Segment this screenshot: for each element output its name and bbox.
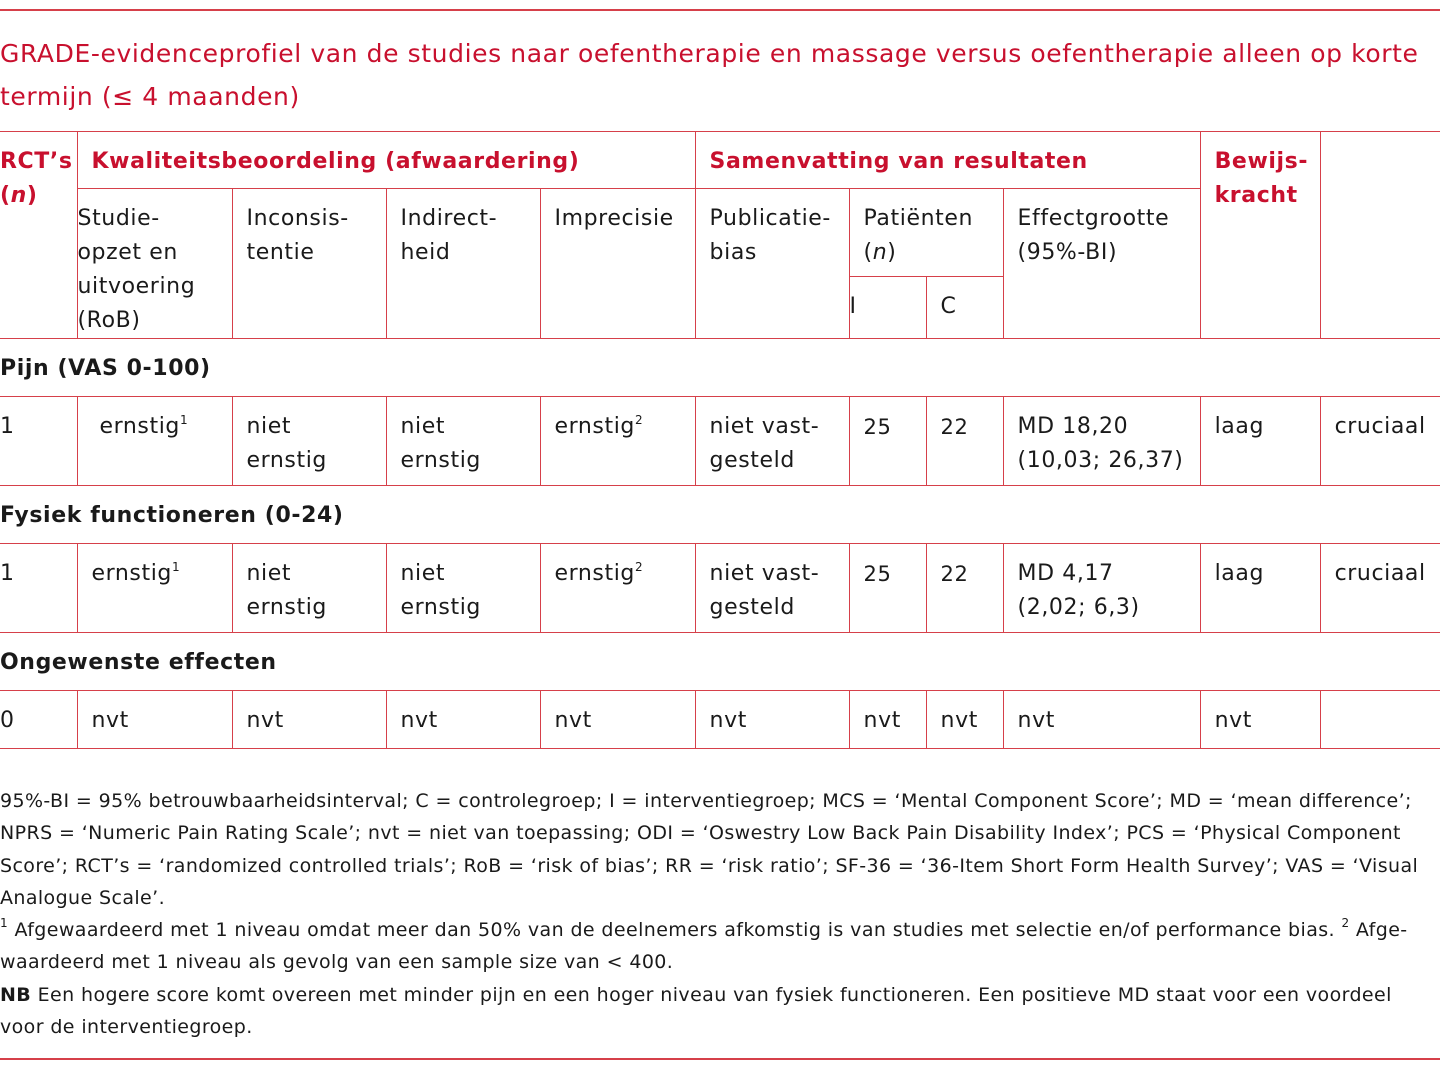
cell-effect: MD 4,17 (2,02; 6,3): [1003, 544, 1200, 633]
header-design: Studie-opzet en uitvoering (RoB): [77, 189, 232, 339]
cell-design: ernstig$^1$: [77, 544, 232, 633]
header-indirectness: Indirect-heid: [386, 189, 540, 339]
cell-rcts: 1: [0, 544, 77, 633]
cell-design: nvt: [77, 691, 232, 749]
footnote-1-2: $^1$ Afgewaardeerd met 1 niveau omdat meer dan 50% van de deelnemers afkomstig is van studies met selectie en/of performance bias. $^2$ Afgewaardeerd met 1 niveau als gevolg van een sample size van < 400.: [0, 916, 1408, 974]
table-footnotes: [0, 785, 1430, 1043]
section-title: Ongewenste effecten: [0, 633, 1440, 691]
cell-pubbias: niet vast-gesteld: [695, 397, 849, 486]
header-effect: Effectgrootte (95%-BI): [1003, 189, 1200, 339]
cell-control-n: 22: [926, 397, 1003, 486]
section-row-adverse: [0, 633, 1440, 691]
table-title: GRADE-evidenceprofiel van de studies naar oefentherapie en massage versus oefentherapie alleen op korte termijn (≤ 4 maanden): [0, 39, 1419, 111]
cell-imprecision: ernstig$^2$: [540, 544, 695, 633]
cell-imprecision: nvt: [540, 691, 695, 749]
table-row: [0, 691, 1440, 749]
cell-intervention-n: 25: [849, 397, 926, 486]
cell-design: ernstig$^1$: [77, 397, 232, 486]
header-intervention: I: [849, 277, 926, 339]
cell-effect: MD 18,20 (10,03; 26,37): [1003, 397, 1200, 486]
header-row-1: [0, 132, 1440, 189]
cell-importance: cruciaal: [1320, 397, 1440, 486]
top-rule: [0, 9, 1440, 11]
cell-pubbias: niet vast-gesteld: [695, 544, 849, 633]
section-row-pain: [0, 339, 1440, 397]
cell-intervention-n: 25: [849, 544, 926, 633]
nb-note: NB Een hogere score komt overeen met minder pijn en een hoger niveau van fysiek functioneren. Een positieve MD staat voor een voordeel voor de interventiegroep.: [0, 983, 1392, 1039]
header-control: C: [926, 277, 1003, 339]
cell-evidence: nvt: [1200, 691, 1320, 749]
cell-indirectness: nvt: [386, 691, 540, 749]
header-evidence: Bewijs-kracht: [1200, 132, 1320, 339]
cell-rcts: 0: [0, 691, 77, 749]
cell-indirectness: niet ernstig: [386, 397, 540, 486]
cell-importance: cruciaal: [1320, 544, 1440, 633]
grade-table: [0, 131, 1440, 749]
cell-inconsistency: niet ernstig: [232, 544, 386, 633]
cell-effect: nvt: [1003, 691, 1200, 749]
cell-pubbias: nvt: [695, 691, 849, 749]
cell-evidence: laag: [1200, 544, 1320, 633]
header-rcts: RCT’s (n): [0, 132, 77, 339]
section-title: Fysiek functioneren (0-24): [0, 486, 1440, 544]
table-row: [0, 397, 1440, 486]
cell-rcts: 1: [0, 397, 77, 486]
cell-inconsistency: nvt: [232, 691, 386, 749]
cell-control-n: nvt: [926, 691, 1003, 749]
header-pubbias: Publicatie-bias: [695, 189, 849, 339]
header-importance: [1320, 132, 1440, 339]
section-title: Pijn (VAS 0-100): [0, 339, 1440, 397]
cell-indirectness: niet ernstig: [386, 544, 540, 633]
header-quality: Kwaliteitsbeoordeling (afwaardering): [77, 132, 695, 189]
cell-intervention-n: nvt: [849, 691, 926, 749]
cell-importance: [1320, 691, 1440, 749]
section-row-function: [0, 486, 1440, 544]
abbreviations-note: 95%-BI = 95% betrouwbaarheidsinterval; C = controlegroep; I = interventiegroep; MCS = ‘Mental Component Score’; MD = ‘mean difference’; NPRS = ‘Numeric Pain Rating Scale’; nvt = niet van toepassing; ODI = ‘Oswestry Low Back Pain Disability Index’; PCS = ‘Physical Component Score’; RCT’s = ‘randomized controlled trials’; RoB = ‘risk of bias’; RR = ‘risk ratio’; SF-36 = ‘36-Item Short Form Health Survey’; VAS = ‘Visual Analogue Scale’.: [0, 790, 1419, 909]
header-inconsistency: Inconsis-tentie: [232, 189, 386, 339]
header-imprecision: Imprecisie: [540, 189, 695, 339]
cell-control-n: 22: [926, 544, 1003, 633]
header-summary: Samenvatting van resultaten: [695, 132, 1200, 189]
header-patients: Patiënten (n): [849, 189, 1003, 277]
bottom-rule: [0, 1058, 1440, 1060]
cell-inconsistency: niet ernstig: [232, 397, 386, 486]
cell-evidence: laag: [1200, 397, 1320, 486]
table-row: [0, 544, 1440, 633]
cell-imprecision: ernstig$^2$: [540, 397, 695, 486]
